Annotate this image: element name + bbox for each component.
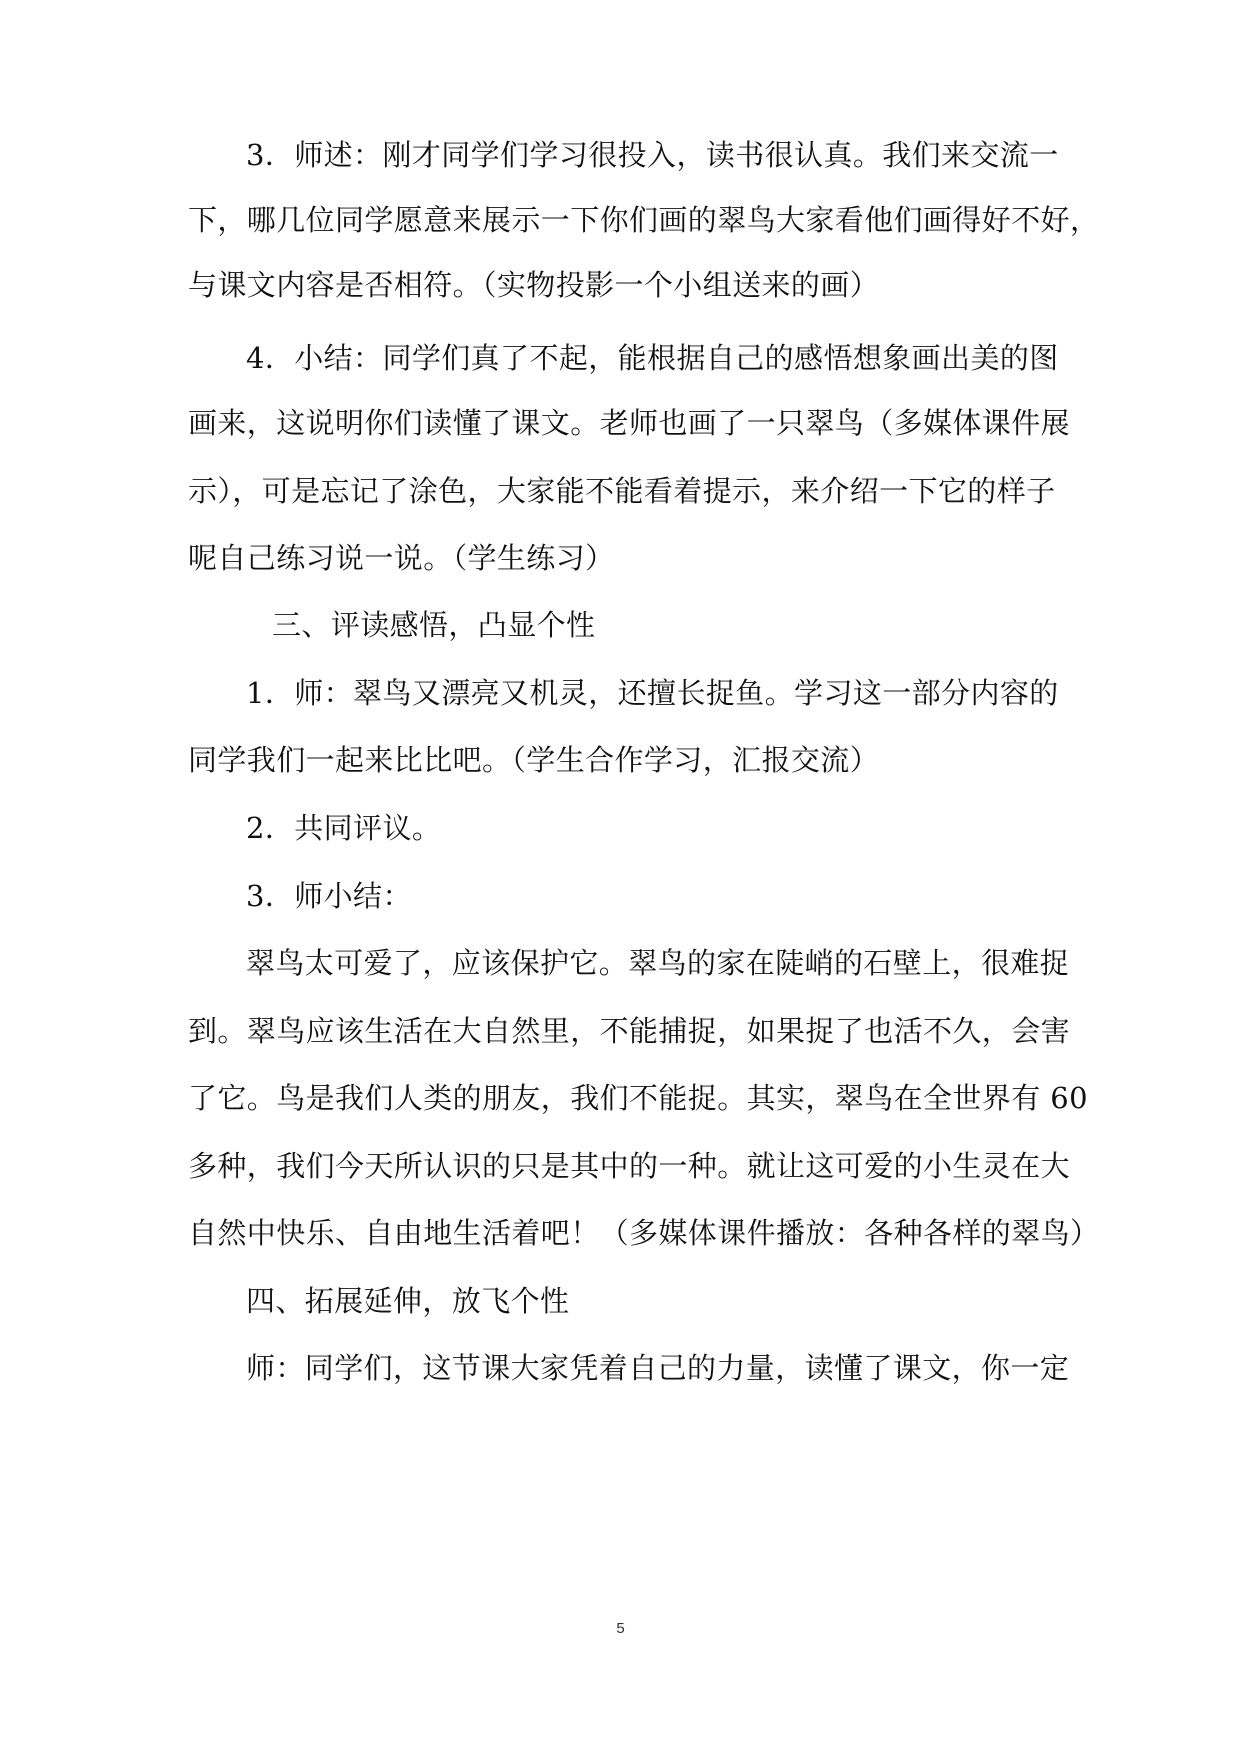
text-line-15: 了它。鸟是我们人类的朋友，我们不能捉。其实，翠鸟在全世界有 60 <box>188 1081 1088 1115</box>
page-number: 5 <box>616 1620 625 1637</box>
text-line-2: 下，哪几位同学愿意来展示一下你们画的翠鸟大家看他们画得好不好， <box>188 203 1100 237</box>
text-line-17: 自然中快乐、自由地生活着吧！（多媒体课件播放：各种各样的翠鸟） <box>188 1216 1100 1250</box>
text-line-7: 呢自己练习说一说。（学生练习） <box>188 541 615 575</box>
text-line-10: 同学我们一起来比比吧。（学生合作学习，汇报交流） <box>188 743 880 777</box>
section-heading-4: 四、拓展延伸，放飞个性 <box>246 1284 570 1318</box>
text-line-19: 师：同学们，这节课大家凭着自己的力量，读懂了课文，你一定 <box>246 1351 1070 1385</box>
text-line-1: 3．师述：刚才同学们学习很投入，读书很认真。我们来交流一 <box>246 138 1059 172</box>
text-line-12: 3．师小结： <box>246 879 412 913</box>
text-line-4: 4．小结：同学们真了不起，能根据自己的感悟想象画出美的图 <box>246 341 1059 375</box>
text-line-6: 示），可是忘记了涂色，大家能不能看着提示，来介绍一下它的样子 <box>188 474 1056 508</box>
text-line-11: 2．共同评议。 <box>246 811 442 845</box>
text-line-5: 画来，这说明你们读懂了课文。老师也画了一只翠鸟（多媒体课件展 <box>188 406 1071 440</box>
text-line-3: 与课文内容是否相符。（实物投影一个小组送来的画） <box>188 268 880 302</box>
text-line-9: 1．师：翠鸟又漂亮又机灵，还擅长捉鱼。学习这一部分内容的 <box>246 676 1059 710</box>
text-line-13: 翠鸟太可爱了，应该保护它。翠鸟的家在陡峭的石壁上，很难捉 <box>246 946 1070 980</box>
text-line-14: 到。翠鸟应该生活在大自然里，不能捕捉，如果捉了也活不久，会害 <box>188 1014 1071 1048</box>
text-line-16: 多种，我们今天所认识的只是其中的一种。就让这可爱的小生灵在大 <box>188 1149 1071 1183</box>
section-heading-3: 三、评读感悟，凸显个性 <box>272 608 596 642</box>
